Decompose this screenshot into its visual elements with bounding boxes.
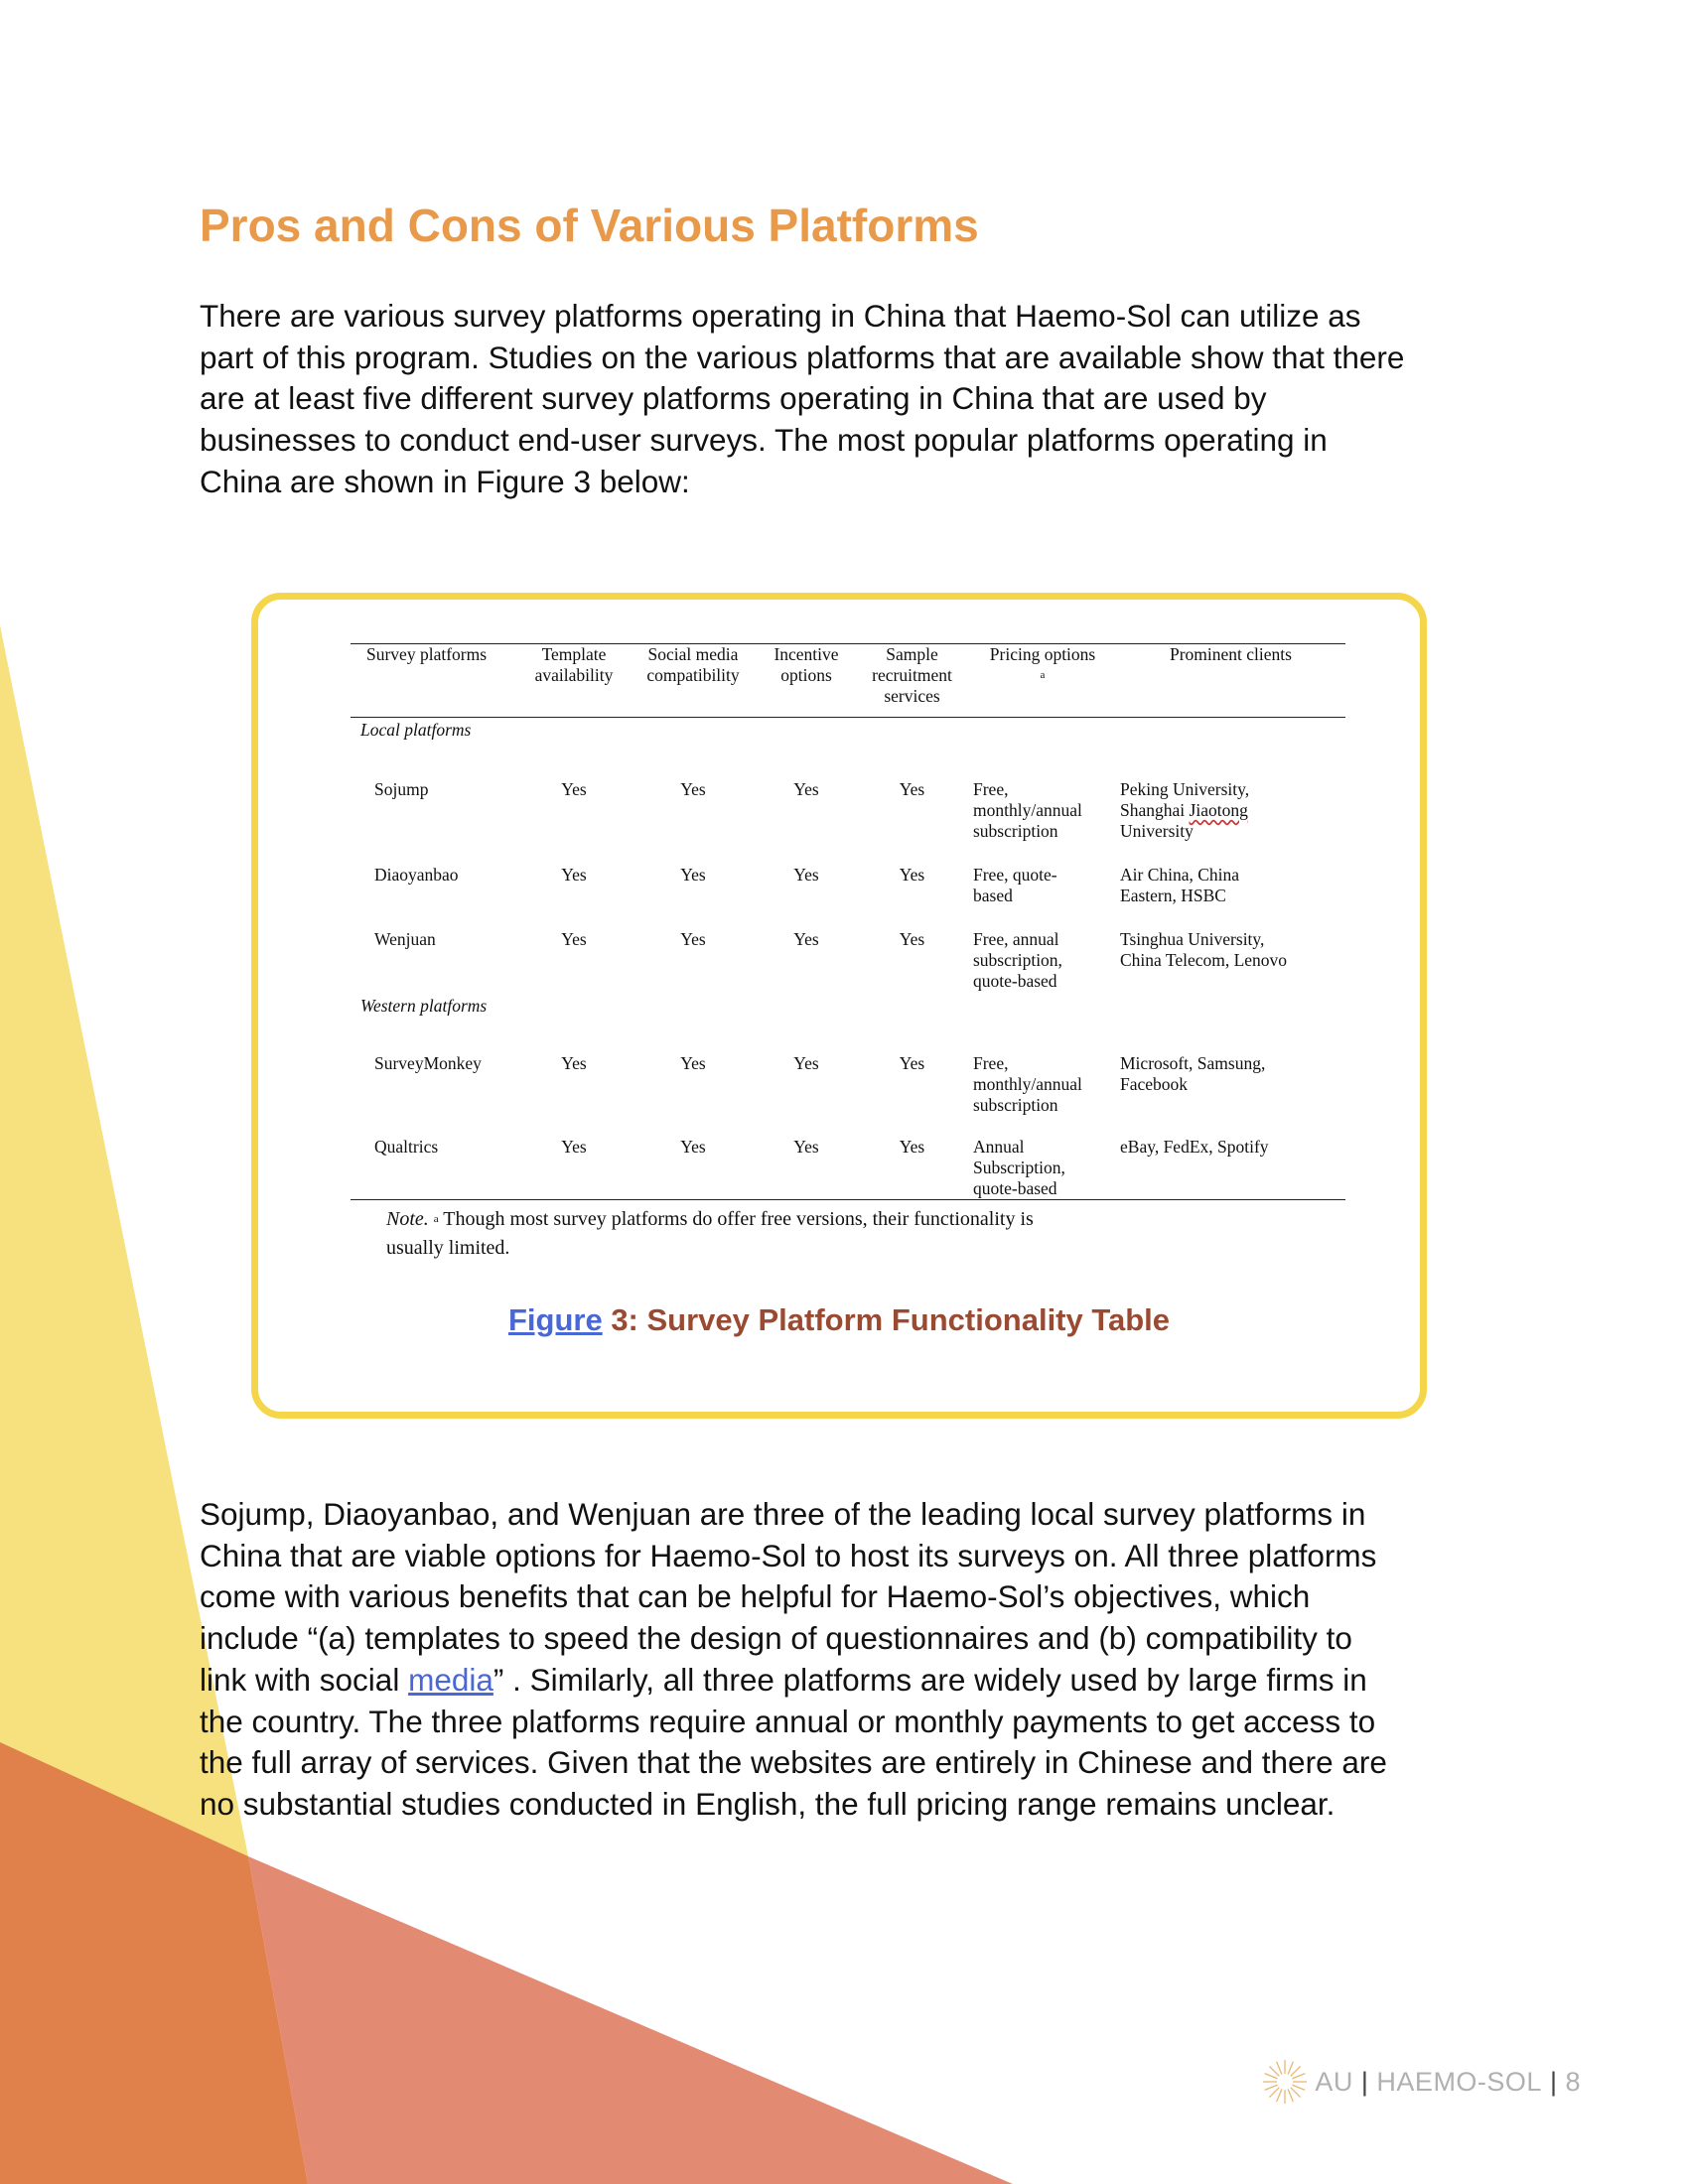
text-line: come with various benefits that can be helpful for Haemo-Sol’s objectives, which: [200, 1578, 1311, 1615]
page-title: Pros and Cons of Various Platforms: [200, 200, 979, 251]
text-line: the full array of services. Given that the websites are entirely in Chinese and there are: [200, 1744, 1387, 1781]
spellcheck-flagged-word: Jiaotong: [1189, 800, 1248, 820]
analysis-paragraph: [200, 1494, 1490, 1826]
table-row: Diaoyanbao Yes Yes Yes Yes Free, quote- based Air China, China Eastern, HSBC: [374, 865, 1240, 905]
header-incentive-options: Incentive options: [758, 644, 855, 718]
text-line: part of this program. Studies on the various platforms that are available show that there: [200, 339, 1405, 375]
page-number: 8: [1565, 2066, 1581, 2097]
header-survey-platforms: Survey platforms: [351, 644, 519, 718]
text-line: the country. The three platforms require annual or monthly payments to get access to: [200, 1703, 1376, 1739]
footer-separator: |: [1360, 2066, 1369, 2097]
figure-caption: Figure 3: Survey Platform Functionality Table: [507, 1302, 1171, 1337]
survey-platform-table: [351, 643, 1345, 1200]
header-template-availability: Template availability: [519, 644, 629, 718]
media-link[interactable]: media: [408, 1661, 493, 1698]
header-prominent-clients: Prominent clients: [1116, 644, 1345, 718]
table-row: SurveyMonkey Yes Yes Yes Yes Free, monthly/annual subscription Microsoft, Samsung, Facebook: [374, 1053, 1266, 1115]
header-sample-recruitment: Sample recruitment services: [855, 644, 969, 718]
table-note: Note. $^a$ Though most survey platforms do offer free versions, their functionality is usually limited.: [386, 1208, 1034, 1259]
footer-org: AU: [1315, 2066, 1353, 2097]
sunburst-logo-icon: [1261, 2058, 1309, 2106]
note-label: Note.: [386, 1208, 429, 1230]
text-line: China that are viable options for Haemo-Sol to host its surveys on. All three platforms: [200, 1537, 1377, 1573]
figure-link[interactable]: Figure: [507, 1302, 603, 1337]
header-pricing-options: Pricing options $^a$: [969, 644, 1116, 718]
text-line: are at least five different survey platforms operating in China that are used by: [200, 380, 1267, 417]
table-row: Sojump Yes Yes Yes Yes Free, monthly/annual subscription Peking University, Shanghai Jiaotong University: [374, 779, 1250, 841]
table-row: Wenjuan Yes Yes Yes Yes Free, annual subscription, quote-based Tsinghua University, China Telecom, Lenovo: [374, 929, 1288, 991]
text-line: There are various survey platforms operating in China that Haemo-Sol can utilize as: [200, 298, 1361, 334]
text-line: Sojump, Diaoyanbao, and Wenjuan are three of the leading local survey platforms in: [200, 1496, 1366, 1532]
text-line: no substantial studies conducted in English, the full pricing range remains unclear.: [200, 1785, 1336, 1822]
header-social-media-compatibility: Social media compatibility: [629, 644, 758, 718]
text-line: China are shown in Figure 3 below:: [200, 463, 690, 499]
text-line: businesses to conduct end-user surveys. The most popular platforms operating in: [200, 422, 1328, 459]
footer-separator: |: [1549, 2066, 1558, 2097]
intro-paragraph: [200, 296, 1520, 503]
text-line: link with social media” . Similarly, all three platforms are widely used by large firms in: [200, 1661, 1367, 1698]
page-footer: [1261, 2060, 1581, 2104]
figure-frame: [251, 593, 1427, 1419]
section-local-platforms: Local platforms: [360, 720, 472, 740]
table-row: Qualtrics Yes Yes Yes Yes Annual Subscription, quote-based eBay, FedEx, Spotify: [351, 1137, 1345, 1200]
section-western-platforms: Western platforms: [360, 996, 488, 1016]
table-header-row: [351, 644, 1345, 718]
footer-brand: HAEMO-SOL: [1376, 2066, 1542, 2097]
text-line: include “(a) templates to speed the design of questionnaires and (b) compatibility to: [200, 1620, 1352, 1657]
